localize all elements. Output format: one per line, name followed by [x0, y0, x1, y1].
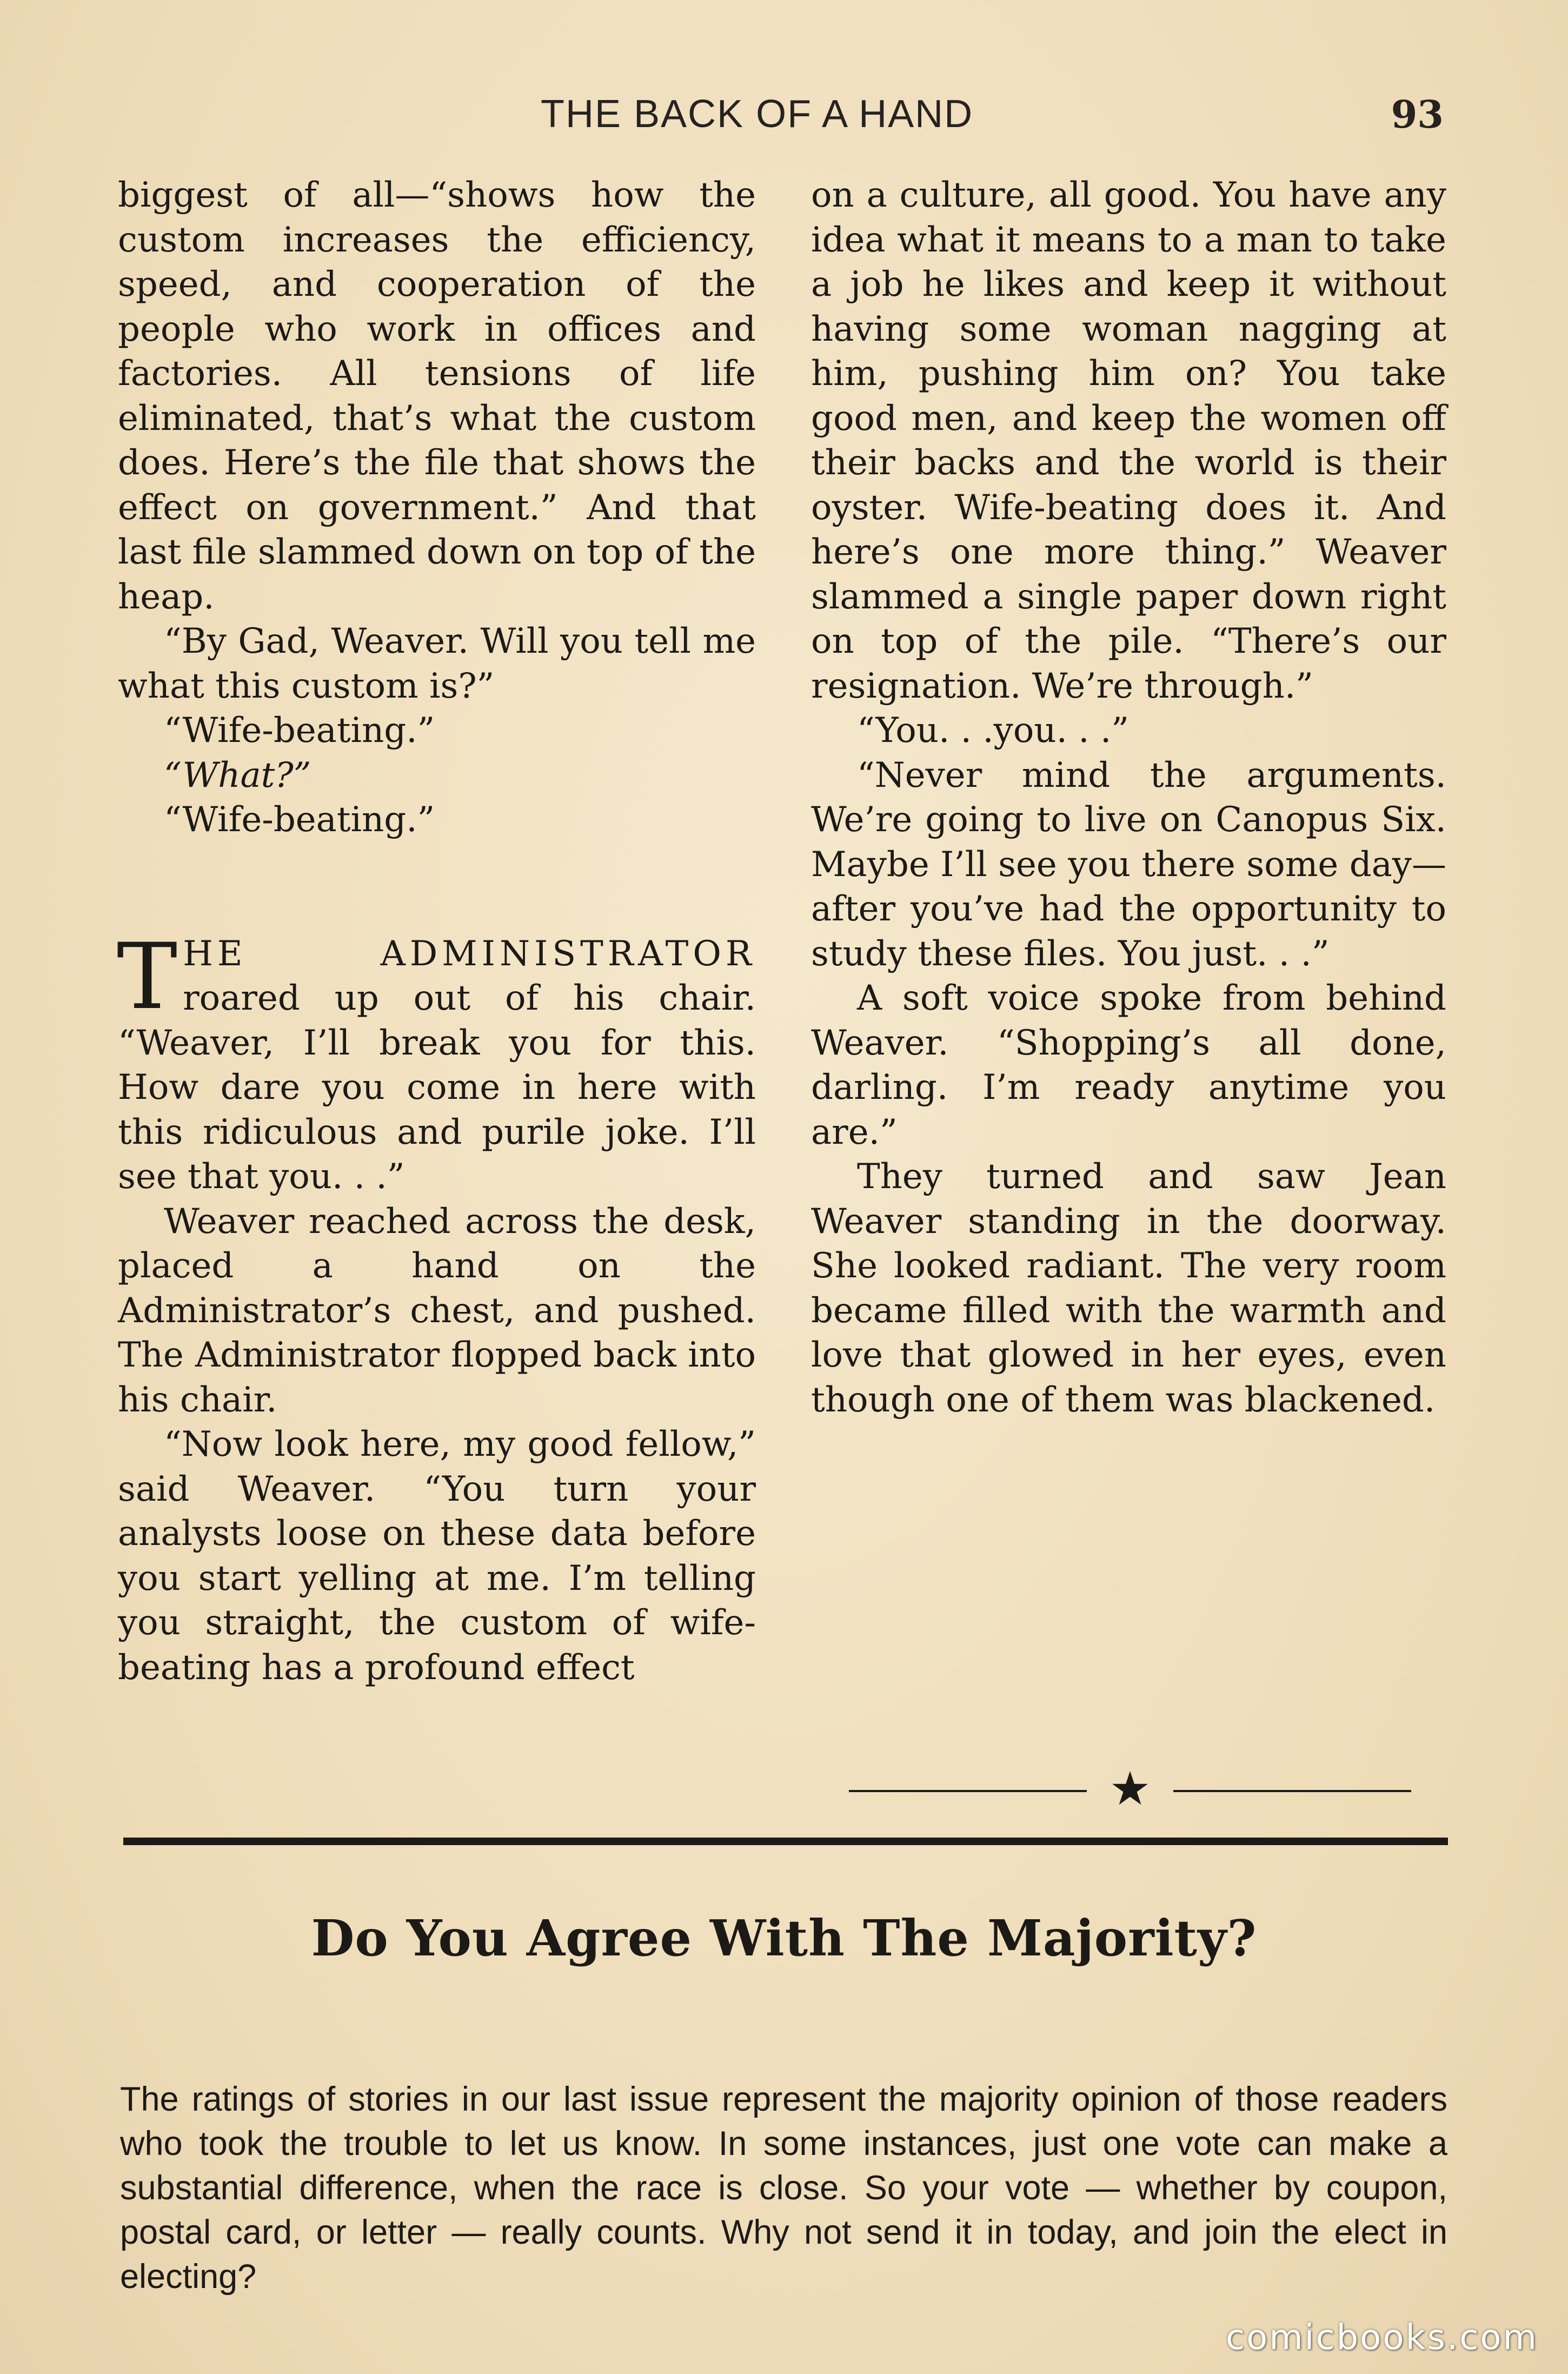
running-head — [0, 92, 1568, 146]
drop-cap: T — [117, 923, 178, 1030]
small-caps-lead: HE ADMINISTRATOR — [183, 933, 756, 974]
paragraph: “Wife-beating.” — [164, 711, 435, 751]
majority-body: The ratings of stories in our last issue represent the majority opinion of those readers who took the trouble to let us know. In some instances, just one vote can make a substantial difference, when the race is close. So your vote — whether by coupon, postal card, or letter — really counts. Why not send it in today, and join the elect in electing? — [120, 2080, 1447, 2296]
star-icon: ★ — [1109, 1762, 1151, 1816]
story-end-ornament — [849, 1762, 1411, 1816]
paragraph-text: roared up out of his chair. “Weaver, I’ll break you for this. How dare you come in here with this ridiculous and purile joke. I’ll see that you. . .” — [118, 978, 756, 1197]
paragraph: A soft voice spoke from behind Weaver. “Shopping’s all done, darling. I’m ready anytime you are.” — [811, 978, 1446, 1152]
section-break — [118, 843, 756, 932]
section-divider — [123, 1838, 1448, 1845]
story-title: THE BACK OF A HAND — [541, 92, 974, 136]
paragraph: on a culture, all good. You have any idea what it means to a man to take a job he likes and keep it without having some woman nagging at him, pushing him on? You take good men, and keep the women off their backs and the world is their oyster. Wife-beating does it. And here’s one more thing.” Weaver slammed a single paper down right on top of the pile. “There’s our resignation. We’re through.” — [811, 175, 1446, 706]
left-column — [118, 173, 756, 1690]
paragraph: “By Gad, Weaver. Will you tell me what this custom is?” — [118, 621, 756, 706]
paragraph: biggest of all—“shows how the custom increases the efficiency, speed, and cooperation of the people who work in offices and factories. All tensions of life eliminated, that’s what the custom does. Here’s the file that shows the effect on government.” And that last file slammed down on top of the heap. — [118, 175, 756, 617]
ornament-line-left — [849, 1790, 1087, 1792]
majority-heading: Do You Agree With The Majority? — [311, 1909, 1257, 1967]
paragraph: They turned and saw Jean Weaver standing in the doorway. She looked radiant. The very room became filled with the warmth and love that glowed in her eyes, even though one of them was blackened. — [811, 1157, 1446, 1420]
page-number: 93 — [1391, 92, 1444, 137]
paragraph: Weaver reached across the desk, placed a hand on the Administrator’s chest, and pushed. The Administrator flopped back into his chair. — [118, 1201, 756, 1420]
watermark: comicbooks.com — [1225, 2318, 1538, 2358]
section-opening-paragraph — [117, 923, 756, 1199]
paragraph: “What?” — [164, 755, 311, 795]
ornament-line-right — [1173, 1790, 1411, 1792]
paragraph: “Now look here, my good fellow,” said Weaver. “You turn your analysts loose on these data before you start yelling at me. I’m telling you straight, the custom of wife-beating has a profound effect — [118, 1424, 756, 1688]
paragraph: “Never mind the arguments. We’re going to live on Canopus Six. Maybe I’ll see you there some day—after you’ve had the opportunity to study these files. You just. . .” — [811, 755, 1446, 974]
paragraph: “Wife-beating.” — [164, 800, 435, 840]
paragraph: “You. . .you. . .” — [857, 711, 1129, 751]
right-column — [811, 173, 1446, 1422]
